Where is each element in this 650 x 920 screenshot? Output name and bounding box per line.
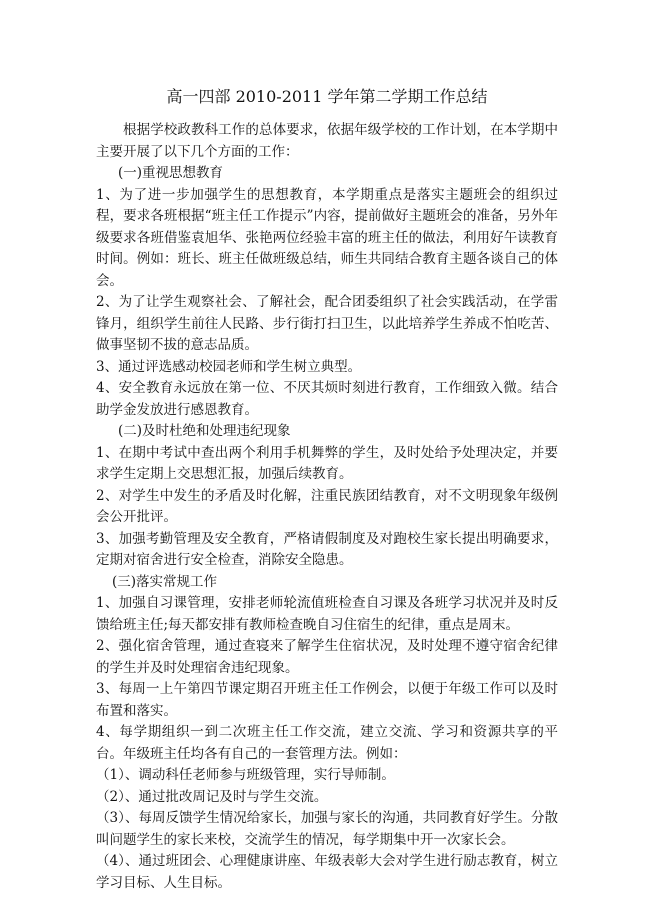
- document-title: 高一四部 2010-2011 学年第二学期工作总结: [166, 87, 488, 106]
- section-heading: (三)落实常规工作: [112, 573, 218, 590]
- list-item: 1、在期中考试中查出两个利用手机舞弊的学生，及时处给予处理决定，并要求学生定期上交思想汇报，加强后续教育。: [96, 444, 558, 482]
- section-1: [96, 163, 558, 421]
- sub-list-item: （1）、调动科任老师参与班级管理，实行导师制。: [96, 767, 395, 783]
- section-3: [96, 572, 558, 895]
- list-item: 4、每学期组织一到二次班主任工作交流，建立交流、学习和资源共享的平台。年级班主任均各有自己的一套管理方法。例如：: [96, 724, 558, 762]
- list-item: 3、加强考勤管理及安全教育，严格请假制度及对跑校生家长提出明确要求，定期对宿舍进行安全检查，消除安全隐患。: [96, 530, 558, 568]
- sub-list-item: （3）、每周反馈学生情况给家长，加强与家长的沟通，共同教育好学生。分散叫问题学生的家长来校，交流学生的情况，每学期集中开一次家长会。: [96, 810, 558, 848]
- list-item: 2、对学生中发生的矛盾及时化解，注重民族团结教育，对不文明现象年级例会公开批评。: [96, 487, 558, 525]
- list-item: 1、加强自习课管理，安排老师轮流值班检查自习课及各班学习状况并及时反馈给班主任;每天都安排有教师检查晚自习住宿生的纪律，重点是周末。: [96, 595, 558, 633]
- sub-list-item: （2）、通过批改周记及时与学生交流。: [96, 788, 328, 805]
- section-2: [96, 421, 558, 572]
- list-item: 2、强化宿舍管理，通过查寝来了解学生住宿状况，及时处理不遵守宿舍纪律的学生并及时处理宿舍违纪现象。: [96, 638, 558, 676]
- intro-paragraph: 根据学校政教科工作的总体要求，依据年级学校的工作计划，在本学期中主要开展了以下几个方面的工作：: [96, 122, 558, 160]
- list-item: 3、通过评选感动校园老师和学生树立典型。: [96, 358, 362, 375]
- section-heading: (一)重视思想教育: [118, 165, 224, 181]
- list-item: 4、安全教育永远放在第一位、不厌其烦时刻进行教育，工作细致入微。结合助学金发放进行感恩教育。: [96, 380, 558, 418]
- sub-list-item: （4）、通过班团会、心理健康讲座、年级表彰大会对学生进行励志教育，树立学习目标、人生目标。: [96, 853, 558, 891]
- list-item: 1、为了进一步加强学生的思想教育，本学期重点是落实主题班会的组织过程，要求各班根据“班主任工作提示”内容，提前做好主题班会的准备，另外年级要求各班借鉴袁旭华、张艳两位经验丰富的班主任的做法，利用好午读教育时间。例如：班长、班主任做班级总结，师生共同结合教育主题各谈自己的体会。: [96, 186, 558, 289]
- section-heading: (二)及时杜绝和处理违纪现象: [118, 423, 291, 439]
- list-item: 3、每周一上午第四节课定期召开班主任工作例会，以便于年级工作可以及时布置和落实。: [96, 681, 558, 719]
- list-item: 2、为了让学生观察社会、了解社会，配合团委组织了社会实践活动，在学雷锋月，组织学生前往人民路、步行街打扫卫生，以此培养学生养成不怕吃苦、做事坚韧不拔的意志品质。: [96, 294, 558, 353]
